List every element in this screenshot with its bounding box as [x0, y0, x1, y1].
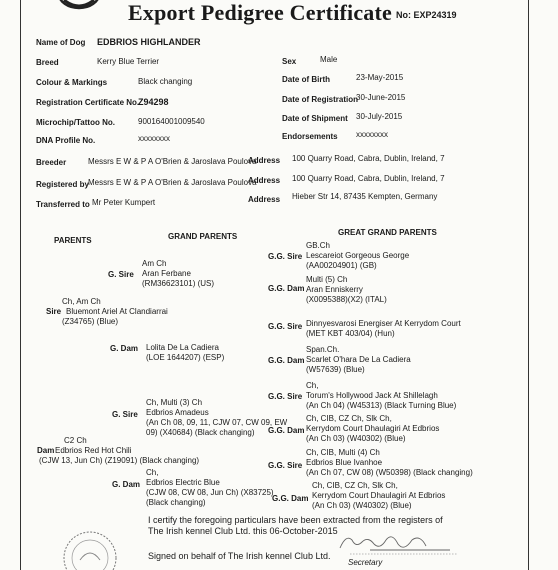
- transfer-address-value: Hieber Str 14, 87435 Kempten, Germany: [292, 192, 438, 201]
- gd2-label: G. Dam: [112, 480, 141, 489]
- date-reg-value: 30-June-2015: [356, 93, 406, 102]
- dam-reg: (CJW 13, Jun Ch) (Z19091) (Black changing): [39, 456, 200, 465]
- colour-label: Colour & Markings: [36, 78, 108, 87]
- signature-icon: [330, 530, 460, 556]
- gs1-entry: Am Ch Aran Ferbane (RM36623101) (US): [142, 259, 215, 288]
- certify-line-1: I certify the foregoing particulars have been extracted from the registers of: [148, 515, 443, 525]
- ggs4-label: G.G. Sire: [268, 461, 303, 470]
- date-reg-label: Date of Registration: [282, 95, 359, 104]
- great-grandparents-heading: GREAT GRAND PARENTS: [338, 228, 437, 237]
- dam-name: Edbrios Red Hot Chili: [55, 446, 132, 455]
- dna-label: DNA Profile No.: [36, 136, 96, 145]
- breed-value: Kerry Blue Terrier: [97, 57, 160, 66]
- endorse-value: xxxxxxxx: [356, 130, 388, 139]
- regby-address-value: 100 Quarry Road, Cabra, Dublin, Ireland, 7: [292, 174, 445, 183]
- sire-name: Bluemont Ariel At Clandiarrai: [66, 307, 168, 316]
- breeder-value: Messrs E W & P A O'Brien & Jaroslava Poulova: [88, 157, 257, 166]
- ggs1-entry: GB.Ch Lescareiot Gorgeous George (AA00204901) (GB): [306, 241, 410, 270]
- transfer-value: Mr Peter Kumpert: [92, 198, 156, 207]
- gs2-label: G. Sire: [112, 410, 138, 419]
- gs1-label: G. Sire: [108, 270, 134, 279]
- ggd1-label: G.G. Dam: [268, 284, 305, 293]
- signed-on-behalf: Signed on behalf of The Irish kennel Club Ltd.: [148, 551, 331, 561]
- ggs3-label: G.G. Sire: [268, 392, 303, 401]
- ggs2-entry: Dinnyesvarosi Energiser At Kerrydom Court (MET KBT 403/04) (Hun): [306, 319, 461, 338]
- ggd4-entry: Ch, CIB, CZ Ch, Slk Ch, Kerrydom Court Dhaulagiri At Edbrios (An Ch 03) (W40302) (Blue): [312, 481, 446, 510]
- sire-reg: (Z34765) (Blue): [62, 317, 119, 326]
- dob-value: 23-May-2015: [356, 73, 404, 82]
- endorse-label: Endorsements: [282, 132, 338, 141]
- grandparents-heading: GRAND PARENTS: [168, 232, 238, 241]
- kennel-club-seal-icon: [58, 524, 120, 570]
- kennel-club-logo-icon: [56, 0, 102, 10]
- parents-heading: PARENTS: [54, 236, 92, 245]
- ggd3-label: G.G. Dam: [268, 426, 305, 435]
- ggs2-label: G.G. Sire: [268, 322, 303, 331]
- breeder-address-value: 100 Quarry Road, Cabra, Dublin, Ireland, 7: [292, 154, 445, 163]
- reg-cert-value: Z94298: [138, 97, 169, 107]
- ggd2-label: G.G. Dam: [268, 356, 305, 365]
- dam-label: Dam: [37, 446, 55, 455]
- regby-value: Messrs E W & P A O'Brien & Jaroslava Poulova: [88, 178, 257, 187]
- ggs1-label: G.G. Sire: [268, 252, 303, 261]
- gs2-entry: Ch, Multi (3) Ch Edbrios Amadeus (An Ch 08, 09, 11, CJW 07, CW 09, EW 09) (X40684) (Black changing): [146, 398, 288, 437]
- ggd2-entry: Span.Ch. Scarlet O'hara De La Cadiera (W57639) (Blue): [306, 345, 411, 374]
- ggd3-entry: Ch, CIB, CZ Ch, Slk Ch, Kerrydom Court Dhaulagiri At Edbrios (An Ch 03) (W40302) (Blue): [306, 414, 440, 443]
- dam-titles: C2 Ch: [64, 436, 87, 445]
- sex-label: Sex: [282, 57, 297, 66]
- certificate-number: No: EXP24319: [396, 10, 457, 20]
- breeder-label: Breeder: [36, 158, 67, 167]
- secretary-label: Secretary: [348, 558, 383, 567]
- certify-line-2: The Irish kennel Club Ltd. this 06-October-2015: [148, 526, 338, 536]
- breeder-address-label: Address: [248, 156, 281, 165]
- dog-name: EDBRIOS HIGHLANDER: [97, 37, 201, 47]
- dna-value: xxxxxxxx: [138, 134, 170, 143]
- dob-label: Date of Birth: [282, 75, 330, 84]
- breed-label: Breed: [36, 58, 59, 67]
- transfer-label: Transferred to: [36, 200, 90, 209]
- date-ship-value: 30-July-2015: [356, 112, 403, 121]
- gd2-entry: Ch, Edbrios Electric Blue (CJW 08, CW 08, Jun Ch) (X83725) (Black changing): [146, 468, 274, 507]
- gd1-label: G. Dam: [110, 344, 139, 353]
- page-title: Export Pedigree Certificate: [128, 0, 392, 25]
- transfer-address-label: Address: [248, 195, 281, 204]
- regby-label: Registered by: [36, 180, 89, 189]
- microchip-value: 900164001009540: [138, 117, 205, 126]
- ggs4-entry: Ch, CIB, Multi (4) Ch Edbrios Blue Ivanhoe (An Ch 07, CW 08) (W50398) (Black changing): [306, 448, 473, 477]
- name-label: Name of Dog: [36, 38, 86, 47]
- ggd4-label: G.G. Dam: [272, 494, 309, 503]
- sire-label: Sire: [46, 307, 62, 316]
- colour-value: Black changing: [138, 77, 193, 86]
- sex-value: Male: [320, 55, 338, 64]
- sire-titles: Ch, Am Ch: [62, 297, 101, 306]
- gd1-entry: Lolita De La Cadiera (LOE 1644207) (ESP): [146, 343, 225, 362]
- ggd1-entry: Multi (5) Ch Aran Enniskerry (X0095388)(X2) (ITAL): [306, 275, 387, 304]
- regby-address-label: Address: [248, 176, 281, 185]
- date-ship-label: Date of Shipment: [282, 114, 348, 123]
- ggs3-entry: Ch, Torum's Hollywood Jack At Shillelagh (An Ch 04) (W45313) (Black Turning Blue): [306, 381, 457, 410]
- reg-cert-label: Registration Certificate No.: [36, 98, 140, 107]
- microchip-label: Microchip/Tattoo No.: [36, 118, 115, 127]
